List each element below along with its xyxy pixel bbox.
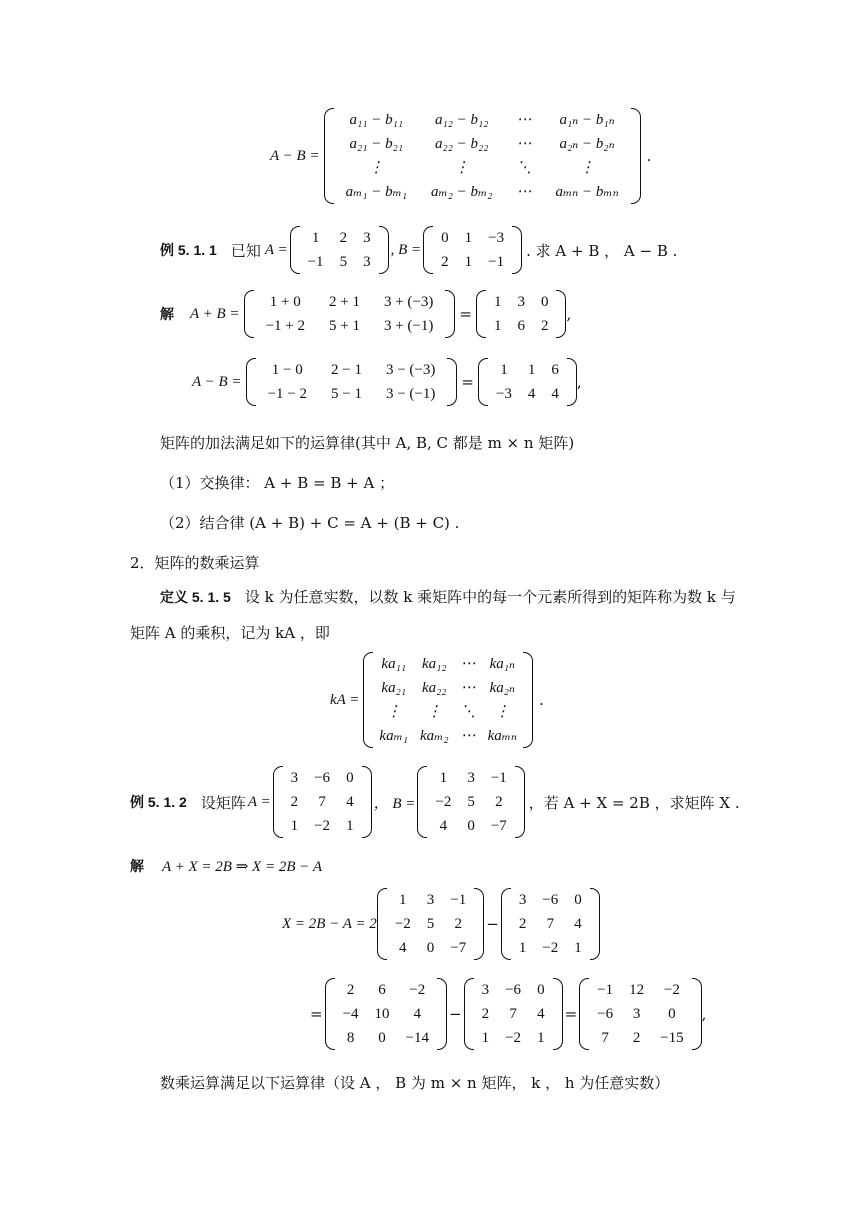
matrix-row bbox=[283, 766, 362, 790]
matrix-cell: −3 bbox=[495, 386, 512, 402]
matrix-cell: ⋮ bbox=[426, 704, 442, 720]
matrix-cell: −1 bbox=[488, 254, 505, 270]
solution-eq: A + X = 2B ⇒ X = 2B − A bbox=[162, 859, 322, 875]
matrix-cell: 3 bbox=[363, 254, 371, 270]
matrix-cell: −1 − 2 bbox=[267, 386, 307, 402]
matrix-cell: 1 bbox=[439, 770, 448, 786]
matrix-cell: a₂₁ − b₂₁ bbox=[349, 136, 404, 152]
matrix-cell: ⋱ bbox=[516, 160, 532, 176]
law-associative: （2）结合律 (A + B) + C = A + (B + C) . bbox=[160, 514, 460, 532]
matrix-cell: ⋮ bbox=[494, 704, 510, 720]
matrix-cell: −1 bbox=[597, 982, 614, 998]
matrix-cell: 10 bbox=[374, 1006, 390, 1022]
definition-line2: 矩阵 A 的乘积，记为 kA ，即 bbox=[130, 624, 330, 642]
matrix-row bbox=[373, 676, 523, 700]
matrix-cell: a₂ₙ − b₂ₙ bbox=[559, 136, 615, 152]
matrix-cell: 2 bbox=[441, 254, 449, 270]
matrix-cell: ⋯ bbox=[516, 112, 532, 128]
matrix-cell: 4 bbox=[551, 386, 559, 402]
matrix-cell: 2 bbox=[495, 794, 503, 810]
matrix-cell: 5 − 1 bbox=[330, 386, 362, 402]
matrix-b bbox=[417, 766, 524, 838]
matrix-cell: 1 bbox=[346, 818, 354, 834]
matrix-cell: 5 bbox=[467, 794, 475, 810]
matrix-row bbox=[283, 790, 362, 814]
matrix-a-lhs: A = bbox=[247, 793, 271, 810]
matrix-row bbox=[474, 978, 553, 1002]
matrix-b bbox=[423, 226, 522, 274]
matrix-cell: ka₂ₙ bbox=[489, 680, 516, 696]
matrix-cell: kaₘₙ bbox=[487, 728, 518, 744]
example-5-1-2 bbox=[130, 766, 740, 838]
matrix-cell: −6 bbox=[542, 892, 559, 908]
matrix-cell: ⋱ bbox=[460, 704, 476, 720]
matrix-cell: −1 + 2 bbox=[265, 318, 305, 334]
example-text: 设矩阵 bbox=[200, 793, 246, 812]
matrix-row bbox=[433, 250, 512, 274]
matrix-cell: 3 bbox=[426, 892, 435, 908]
matrix-row bbox=[511, 936, 590, 960]
matrix-cell: 2 bbox=[454, 916, 463, 932]
matrix-cell: 1 bbox=[537, 1030, 545, 1046]
matrix-row bbox=[335, 978, 437, 1002]
matrix-cell: a₂₂ − b₂₂ bbox=[435, 136, 489, 152]
matrix-row bbox=[427, 790, 514, 814]
matrix-row bbox=[511, 888, 590, 912]
sum-lhs: A + B = bbox=[190, 305, 240, 322]
matrix-cell: ⋯ bbox=[460, 680, 476, 696]
matrix-cell: ⋯ bbox=[516, 136, 532, 152]
minus-matrix-eq bbox=[270, 108, 651, 204]
matrix-row bbox=[373, 724, 523, 748]
law-commutative: （1）交换律： A + B = B + A ； bbox=[160, 474, 395, 492]
closing-text: 数乘运算满足以下运算律（设 A ， B 为 m × n 矩阵， k ， h 为任意实数） bbox=[160, 1074, 670, 1092]
matrix-cell: 2 bbox=[346, 982, 355, 998]
matrix-cell: aₘ₁ − bₘ₁ bbox=[345, 184, 408, 200]
matrix-a bbox=[290, 226, 389, 274]
matrix-cell: 8 bbox=[346, 1030, 355, 1046]
matrix-cell: 7 bbox=[509, 1006, 517, 1022]
matrix-cell: ⋮ bbox=[579, 160, 595, 176]
matrix-cell: 0 bbox=[378, 1030, 386, 1046]
matrix-row bbox=[474, 1026, 553, 1050]
matrix-cell: 2 bbox=[540, 318, 549, 334]
matrix-cell: 1 bbox=[290, 818, 299, 834]
matrix-cell: 3 − (−1) bbox=[385, 386, 436, 402]
matrix-cell: 1 bbox=[481, 1030, 490, 1046]
x-eq1 bbox=[282, 888, 600, 960]
solution-label: 解 bbox=[160, 306, 174, 322]
ka-matrix-eq bbox=[330, 652, 544, 748]
comma: , bbox=[566, 305, 572, 323]
matrix-cell: 1 bbox=[518, 940, 527, 956]
matrix-cell: 6 bbox=[378, 982, 386, 998]
matrix-cell: 12 bbox=[629, 982, 645, 998]
matrix-cell: ⋮ bbox=[454, 160, 470, 176]
ka-matrix bbox=[363, 652, 533, 748]
matrix-row bbox=[373, 700, 523, 724]
matrix-cell: 3 bbox=[481, 982, 490, 998]
matrix-row bbox=[256, 358, 448, 382]
example-label: 例 5. 1. 2 bbox=[130, 794, 187, 810]
solution-sum bbox=[160, 290, 571, 338]
matrix-cell: 6 bbox=[517, 318, 525, 334]
matrix-cell: 4 bbox=[537, 1006, 545, 1022]
matrix-row bbox=[300, 226, 379, 250]
matrix-2b bbox=[325, 978, 447, 1050]
matrix-cell: −14 bbox=[405, 1030, 430, 1046]
laws-intro: 矩阵的加法满足如下的运算律(其中 A, B, C 都是 m × n 矩阵) bbox=[160, 434, 575, 452]
matrix-cell: 5 + 1 bbox=[328, 318, 360, 334]
matrix-cell: 1 bbox=[464, 230, 473, 246]
period: . bbox=[539, 691, 544, 709]
solution-diff bbox=[192, 358, 582, 406]
matrix-cell: −2 bbox=[435, 794, 452, 810]
matrix-cell: 6 bbox=[551, 362, 559, 378]
matrix-cell: −2 bbox=[505, 1030, 522, 1046]
matrix-cell: 0 bbox=[574, 892, 582, 908]
matrix-row bbox=[334, 108, 631, 132]
matrix-cell: −7 bbox=[450, 940, 467, 956]
minus-sign: − bbox=[449, 1005, 462, 1023]
matrix-cell: −2 bbox=[394, 916, 411, 932]
ka-lhs: kA = bbox=[330, 691, 360, 708]
matrix-a-lhs: A = bbox=[264, 241, 288, 258]
matrix-cell: −3 bbox=[488, 230, 505, 246]
equals: = bbox=[459, 305, 472, 323]
matrix-row bbox=[387, 936, 474, 960]
matrix-cell: ⋯ bbox=[516, 184, 532, 200]
matrix-cell: ⋮ bbox=[368, 160, 384, 176]
matrix-b-lhs: , B = bbox=[390, 241, 422, 258]
matrix-cell: 2 − 1 bbox=[330, 362, 362, 378]
matrix-row bbox=[334, 156, 631, 180]
matrix-cell: a₁₁ − b₁₁ bbox=[349, 112, 404, 128]
matrix-x-result bbox=[579, 978, 701, 1050]
matrix-cell: −7 bbox=[490, 818, 507, 834]
matrix-cell: 4 bbox=[413, 1006, 422, 1022]
matrix-cell: 1 + 0 bbox=[269, 294, 301, 310]
matrix-row bbox=[387, 888, 474, 912]
matrix-row bbox=[474, 1002, 553, 1026]
x-lhs: X = 2B − A = 2 bbox=[282, 915, 377, 932]
matrix-row bbox=[589, 1002, 691, 1026]
example-label: 例 5. 1. 1 bbox=[160, 242, 217, 258]
matrix-cell: 5 bbox=[426, 916, 435, 932]
matrix-cell: 5 bbox=[339, 254, 348, 270]
matrix-cell: 2 bbox=[339, 230, 348, 246]
matrix-cell: 1 bbox=[493, 318, 502, 334]
example-tail: ，若 A + X = 2B ，求矩阵 X . bbox=[528, 793, 740, 812]
matrix-cell: −6 bbox=[505, 982, 522, 998]
example-text: 已知 bbox=[230, 241, 261, 260]
matrix-cell: 3 bbox=[467, 770, 475, 786]
matrix-cell: 1 bbox=[527, 362, 536, 378]
matrix-row bbox=[335, 1026, 437, 1050]
example-5-1-1 bbox=[160, 226, 677, 274]
matrix-row bbox=[256, 382, 448, 406]
matrix-cell: 2 bbox=[632, 1030, 641, 1046]
matrix-cell: ka₁₁ bbox=[381, 656, 406, 672]
matrix-row bbox=[334, 180, 631, 204]
matrix-b-copy bbox=[377, 888, 484, 960]
matrix-cell: 4 bbox=[574, 916, 582, 932]
matrix-row bbox=[486, 314, 557, 338]
matrix-cell: ka₂₁ bbox=[381, 680, 406, 696]
matrix-cell: 3 bbox=[363, 230, 371, 246]
matrix-row bbox=[427, 766, 514, 790]
matrix-cell: −6 bbox=[314, 770, 331, 786]
matrix-cell: 1 − 0 bbox=[271, 362, 303, 378]
matrix-row bbox=[488, 358, 567, 382]
matrix-cell: −15 bbox=[660, 1030, 684, 1046]
matrix-cell: 4 bbox=[527, 386, 536, 402]
matrix-cell: 2 + 1 bbox=[328, 294, 360, 310]
matrix-cell: kaₘ₁ bbox=[379, 728, 408, 744]
matrix-cell: 4 bbox=[439, 818, 448, 834]
matrix-row bbox=[589, 1026, 691, 1050]
matrix-cell: 2 bbox=[290, 794, 299, 810]
matrix-cell: −2 bbox=[663, 982, 680, 998]
matrix-row bbox=[488, 382, 567, 406]
matrix-row bbox=[335, 1002, 437, 1026]
matrix-cell: 3 − (−3) bbox=[385, 362, 436, 378]
solution-line bbox=[130, 856, 322, 876]
matrix-a-copy2 bbox=[464, 978, 563, 1050]
matrix-cell: ⋯ bbox=[460, 728, 476, 744]
matrix-cell: 0 bbox=[668, 1006, 676, 1022]
matrix-cell: 3 bbox=[517, 294, 525, 310]
matrix-row bbox=[300, 250, 379, 274]
matrix-cell: 7 bbox=[318, 794, 326, 810]
matrix-cell: 1 bbox=[399, 892, 407, 908]
diff-result-matrix bbox=[478, 358, 577, 406]
matrix-cell: −4 bbox=[342, 1006, 359, 1022]
matrix-cell: ka₁₂ bbox=[421, 656, 447, 672]
matrix-cell: ka₂₂ bbox=[421, 680, 447, 696]
matrix-row bbox=[511, 912, 590, 936]
matrix-row bbox=[427, 814, 514, 838]
matrix-cell: 3 bbox=[518, 892, 527, 908]
matrix-cell: 0 bbox=[540, 294, 549, 310]
matrix-cell: 3 bbox=[632, 1006, 641, 1022]
minus-sign: − bbox=[486, 915, 499, 933]
diff-lhs: A − B = bbox=[192, 373, 242, 390]
matrix-a-copy bbox=[501, 888, 600, 960]
matrix-row bbox=[334, 132, 631, 156]
matrix-cell: 7 bbox=[546, 916, 555, 932]
equals: = bbox=[310, 1005, 323, 1023]
matrix-cell: aₘ₂ − bₘ₂ bbox=[431, 184, 493, 200]
matrix-cell: 7 bbox=[601, 1030, 609, 1046]
matrix-cell: ka₁ₙ bbox=[489, 656, 516, 672]
definition-label: 定义 5. 1. 5 bbox=[160, 589, 231, 605]
matrix-cell: 1 bbox=[493, 294, 502, 310]
matrix-cell: kaₘ₂ bbox=[420, 728, 449, 744]
general-diff-matrix bbox=[324, 108, 641, 204]
matrix-cell: 0 bbox=[467, 818, 475, 834]
section-heading: 2．矩阵的数乘运算 bbox=[130, 554, 260, 572]
matrix-cell: 4 bbox=[399, 940, 407, 956]
sum-expr-matrix bbox=[244, 290, 456, 338]
matrix-cell: ⋯ bbox=[460, 656, 476, 672]
diff-expr-matrix bbox=[246, 358, 458, 406]
matrix-cell: 1 bbox=[574, 940, 582, 956]
x-eq2 bbox=[310, 978, 706, 1050]
matrix-row bbox=[486, 290, 557, 314]
definition-text: 设 k 为任意实数，以数 k 乘矩阵中的每一个元素所得到的矩阵称为数 k 与 bbox=[244, 588, 736, 606]
matrix-cell: −2 bbox=[542, 940, 559, 956]
matrix-cell: 1 bbox=[464, 254, 473, 270]
matrix-cell: −1 bbox=[490, 770, 507, 786]
period: . bbox=[646, 147, 652, 165]
matrix-cell: 1 bbox=[500, 362, 508, 378]
matrix-cell: 2 bbox=[518, 916, 527, 932]
matrix-a bbox=[273, 766, 372, 838]
matrix-cell: 3 + (−1) bbox=[383, 318, 434, 334]
matrix-cell: 1 bbox=[311, 230, 320, 246]
matrix-row bbox=[373, 652, 523, 676]
matrix-row bbox=[254, 314, 446, 338]
matrix-cell: 0 bbox=[346, 770, 354, 786]
matrix-cell: 4 bbox=[346, 794, 354, 810]
matrix-cell: 3 + (−3) bbox=[383, 294, 434, 310]
matrix-row bbox=[283, 814, 362, 838]
matrix-cell: −1 bbox=[450, 892, 467, 908]
matrix-cell: 3 bbox=[290, 770, 299, 786]
equals: = bbox=[564, 1005, 578, 1023]
matrix-row bbox=[387, 912, 474, 936]
matrix-cell: 0 bbox=[537, 982, 545, 998]
comma: , bbox=[576, 373, 582, 391]
comma: , bbox=[701, 1005, 707, 1023]
matrix-cell: a₁ₙ − b₁ₙ bbox=[559, 112, 615, 128]
matrix-cell: −2 bbox=[314, 818, 331, 834]
matrix-row bbox=[589, 978, 691, 1002]
matrix-cell: aₘₙ − bₘₙ bbox=[555, 184, 619, 200]
matrix-cell: −1 bbox=[307, 254, 324, 270]
matrix-b-lhs: ， B = bbox=[373, 795, 416, 812]
equals: = bbox=[461, 373, 474, 391]
matrix-cell: a₁₂ − b₁₂ bbox=[435, 112, 489, 128]
matrix-row bbox=[254, 290, 446, 314]
definition-line1 bbox=[160, 586, 736, 607]
matrix-cell: ⋮ bbox=[386, 704, 402, 720]
matrix-cell: 2 bbox=[481, 1006, 490, 1022]
matrix-cell: 0 bbox=[441, 230, 449, 246]
minus-lhs: A − B = bbox=[270, 147, 320, 164]
matrix-row bbox=[433, 226, 512, 250]
matrix-cell: 0 bbox=[426, 940, 435, 956]
matrix-cell: −6 bbox=[597, 1006, 614, 1022]
sum-result-matrix bbox=[476, 290, 567, 338]
example-tail: . 求 A + B ， A − B . bbox=[526, 241, 678, 260]
matrix-cell: −2 bbox=[409, 982, 426, 998]
solution-label: 解 bbox=[130, 858, 144, 874]
